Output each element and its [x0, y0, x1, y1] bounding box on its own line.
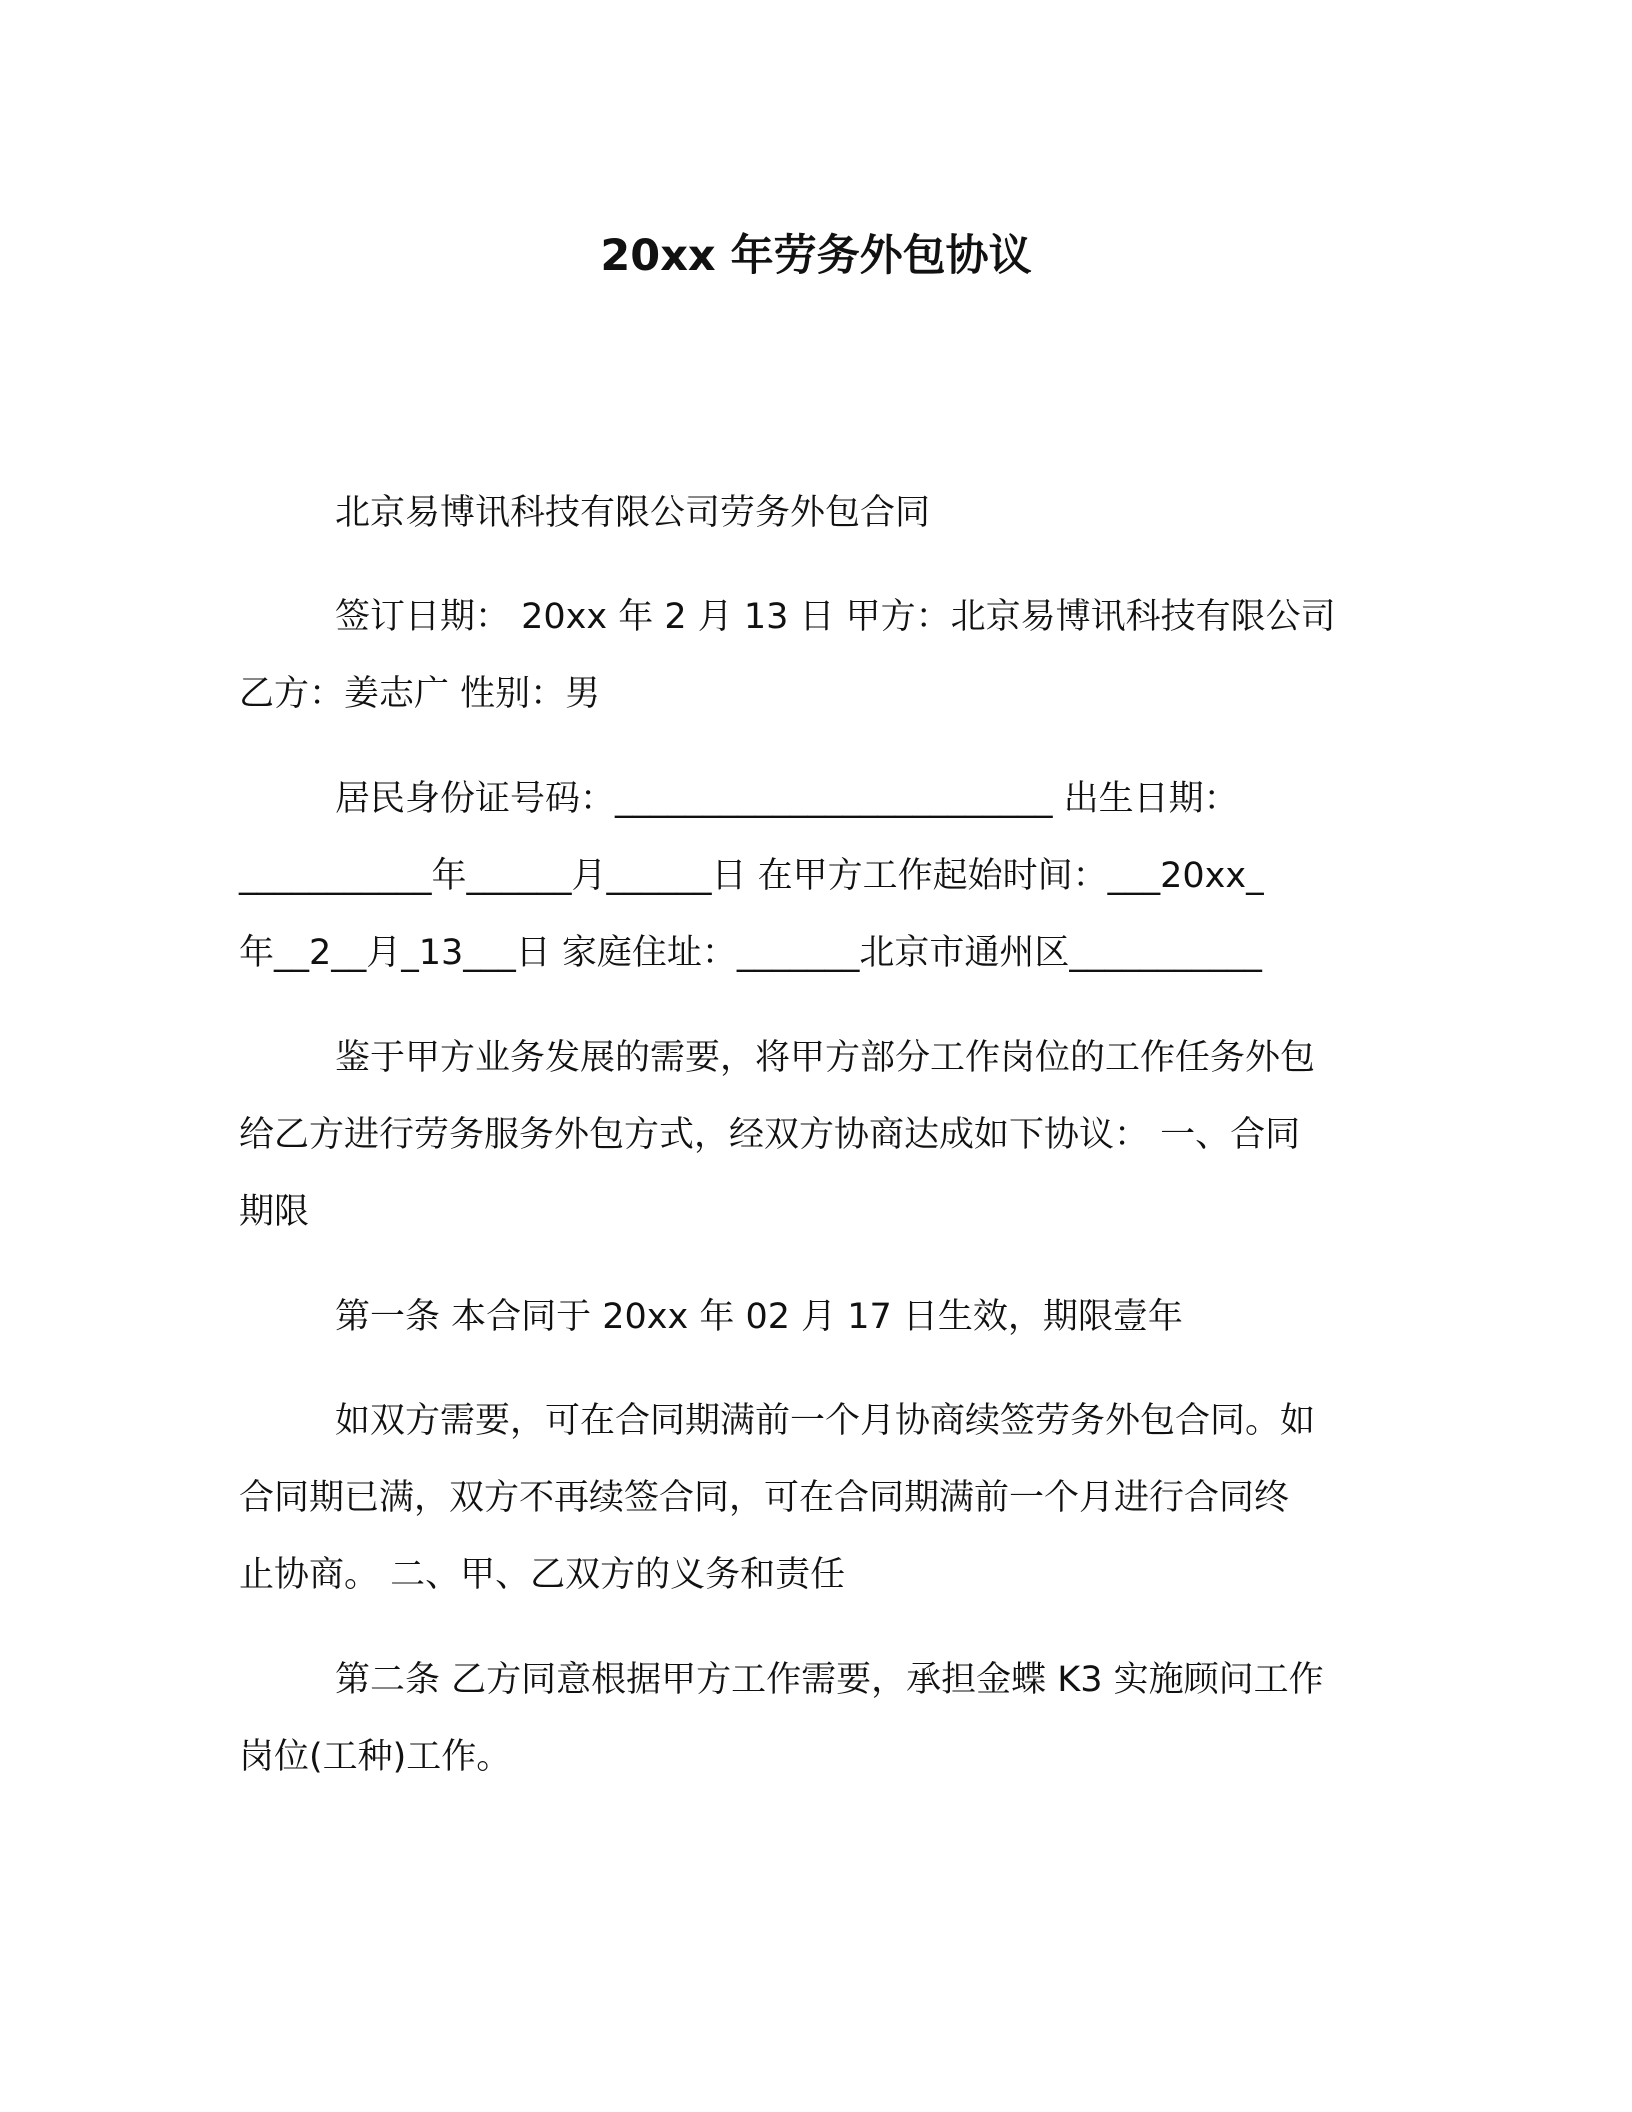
paragraph-6-line-2: 合同期已满，双方不再续签合同，可在合同期满前一个月进行合同终 — [239, 1478, 1290, 1518]
paragraph-7-line-1: 第二条 乙方同意根据甲方工作需要，承担金蝶 K3 实施顾问工作 — [335, 1660, 1324, 1700]
paragraph-7-line-2: 岗位(工种)工作。 — [239, 1737, 512, 1777]
paragraph-3-line-2: ___________年______月______日 在甲方工作起始时间：___20xx_ — [239, 856, 1264, 896]
paragraph-4-line-3: 期限 — [239, 1192, 310, 1232]
paragraph-2-line-1: 签订日期： 20xx 年 2 月 13 日 甲方：北京易博讯科技有限公司 — [335, 597, 1336, 637]
paragraph-5-line-1: 第一条 本合同于 20xx 年 02 月 17 日生效，期限壹年 — [335, 1297, 1183, 1337]
paragraph-2-line-2: 乙方：姜志广 性别：男 — [239, 674, 601, 714]
paragraph-6-line-1: 如双方需要，可在合同期满前一个月协商续签劳务外包合同。如 — [335, 1401, 1316, 1441]
paragraph-3-line-3: 年__2__月_13___日 家庭住址：_______北京市通州区___________ — [239, 933, 1262, 973]
document-title: 20xx 年劳务外包协议 — [600, 231, 1032, 281]
paragraph-3-line-1: 居民身份证号码：_________________________ 出生日期： — [335, 779, 1239, 819]
paragraph-1-line-1: 北京易博讯科技有限公司劳务外包合同 — [335, 493, 931, 533]
paragraph-4-line-2: 给乙方进行劳务服务外包方式，经双方协商达成如下协议： 一、合同 — [239, 1115, 1301, 1155]
paragraph-4-line-1: 鉴于甲方业务发展的需要，将甲方部分工作岗位的工作任务外包 — [335, 1038, 1316, 1078]
paragraph-6-line-3: 止协商。 二、甲、乙双方的义务和责任 — [239, 1555, 846, 1595]
